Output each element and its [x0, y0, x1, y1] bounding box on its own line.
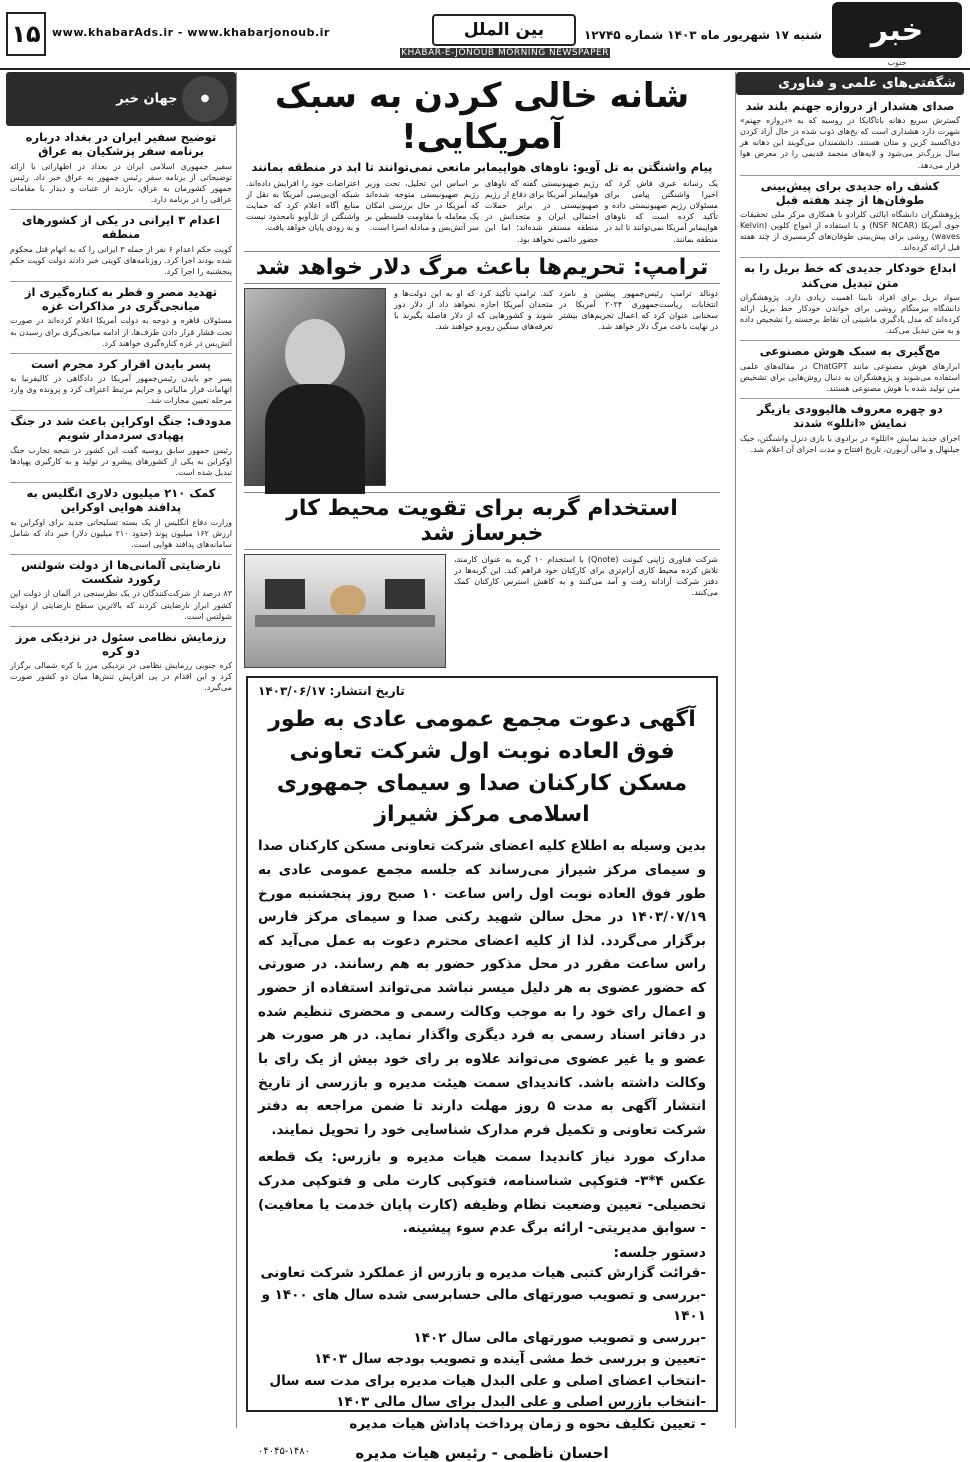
divider	[10, 554, 232, 555]
article-body: رئیس جمهور سابق روسیه گفت این کشور در نتیجه تجارب جنگ اوکراین به یکی از کشورهای پیشرو در تولید و به کارگیری پهپادها تبدیل شده است.	[10, 445, 232, 477]
story-column: کند. ترامپ تأکید کرد که او به این دولت‌ها و متحدان آمریکا اجازه نخواهد داد از دلار دور شوند و کشورهایی که از دلار فاصله بگیرند با تعرفه‌های سنگین روبرو خواهند شد.	[394, 288, 553, 332]
divider	[10, 626, 232, 627]
notice-body: بدین وسیله به اطلاع کلیه اعضای شرکت تعاونی مسکن کارکنان صدا و سیمای مرکز شیراز می‌رساند که جلسه مجمع عمومی عادی به طور فوق العاده نوبت اول راس ساعت ۱۰ صبح روز پنجشنبه مورخ ۱۴۰۳/۰۷/۱۹ در محل سالن شهید رکنی صدا و سیمای مرکز فارس برگزار می‌گردد. لذا از کلیه اعضای محترم دعوت به عمل می‌آید که راس ساعت مقرر در محل مذکور حضور به هم رسانند. در صورتی که حضور عضوی به هر دلیل میسر نباشد می‌تواند استفاده از حضور و اعمال رای خود را به موجب وکالت رسمی و محضری تنظیم شده در دفاتر اسناد رسمی به فرد دیگری واگذار نماید. در هر صورت هر عضو و یا غیر عضوی می‌تواند علاوه بر رای خود بیش از یک رای با وکالت داشته باشد. کاندیدای سمت هیئت مدیره و بازرسی از تاریخ انتشار آگهی به مدت ۵ روز مهلت دارند تا ضمن مراجعه به دفتر شرکت تعاونی و تکمیل فرم مدارک شناسایی خود را تحویل نمایند.	[258, 838, 706, 1138]
notice-date: تاریخ انتشار: ۱۴۰۳/۰۶/۱۷	[258, 683, 405, 698]
article	[740, 99, 960, 171]
trump-text	[394, 288, 718, 486]
article-body: پژوهشگران دانشگاه ایالتی کلرادو با همکاری مرکز ملی تحقیقات جوی آمریکا (NSF NCAR) و با استفاده از امواج کلوین (Kelvin waves) روشی برای پیش‌بینی طوفان‌های گرمسیری از چند هفته قبل ارائه کرده‌اند.	[740, 210, 960, 253]
article-body: کویت حکم اعدام ۶ نفر از جمله ۳ ایرانی را که به اتهام قتل محکوم شده بودند اجرا کرد. روزنامه‌های کویتی خبر دادند دولت کویت حکم پنجشنبه را اجرا کرد.	[10, 244, 232, 276]
website-urls[interactable]: www.khabarAds.ir - www.khabarjonoub.ir	[52, 26, 330, 39]
article	[10, 285, 232, 349]
article-title: کمک ۲۱۰ میلیون دلاری انگلیس به پدافند هوایی اوکراین	[26, 485, 216, 515]
science-column	[735, 72, 964, 1428]
article-body: مسئولان قاهره و دوحه به دولت آمریکا اعلام کرده‌اند در صورت تحت فشار قرار دادن طرف‌ها، از ادامه میانجی‌گری برای رسیدن به آتش‌بس در غزه کناره‌گیری خواهند کرد.	[10, 316, 232, 348]
article-body: وزارت دفاع انگلیس از یک بسته تسلیحاتی جدید برای اوکراین به ارزش ۱۶۲ میلیون پوند (حدود ۲۱۰ میلیون دلار) خبر داد که شامل سامانه‌های پدافند هوایی است.	[10, 517, 233, 549]
divider	[10, 353, 232, 354]
world-news-band	[6, 72, 236, 126]
meeting-notice	[246, 676, 718, 1462]
trump-photo	[244, 288, 386, 486]
article-title: ابداع خودکار جدیدی که خط بریل را به متن تبدیل می‌کند	[743, 261, 957, 290]
office-cat-photo	[244, 554, 446, 668]
article-body: گسترش سریع دهانه باتاگایکا در روسیه که به «دروازه جهنم» شهرت دارد هشداری است که یخ‌های ذوب شده در حال آزاد کردن دی‌اکسید کربن و متان هستند. دانشمندان می‌گویند این دهانه هر سال بزرگ‌تر می‌شود و لایه‌های منجمد قدیمی را در معرض هوا قرار می‌دهد.	[740, 116, 960, 170]
article-body: ابزارهای هوش مصنوعی مانند ChatGPT در مقاله‌های علمی استفاده می‌شوند و پژوهشگران به دنبال روش‌هایی برای تشخیص متن تولید شده با هوش مصنوعی هستند.	[740, 361, 960, 393]
cat-shape	[330, 585, 366, 617]
world-news-label: جهان خبر	[116, 91, 178, 107]
divider	[740, 398, 960, 399]
main-headline: شانه خالی کردن به سبک آمریکایی!	[274, 76, 690, 157]
divider	[10, 209, 232, 210]
notice-docs: مدارک مورد نیاز کاندیدا سمت هیات مدیره و بازرس: یک قطعه عکس ۴*۳- فتوکپی شناسنامه، فتوکپی کارت ملی و فتوکپی مدرک تحصیلی- تعیین وضعیت نظام وظیفه (کارت پایان خدمت یا معافیت) - سوابق مدیریتی- ارائه برگ عدم سوء پیشینه.	[258, 1149, 706, 1237]
main-subhead: پیام واشنگتن به تل آویو: ناوهای هواپیمابر مانعی نمی‌توانند تا ابد در منطقه بمانند	[251, 159, 713, 174]
article-body: پسر جو بایدن رئیس‌جمهور آمریکا در دادگاهی در کالیفرنیا به اتهامات فرار مالیاتی و جرایم مرتبط اعتراف کرد و پرونده وی وارد مرحله تعیین مجازات شد.	[10, 373, 232, 405]
desk-shape	[255, 615, 435, 627]
article-body: سفیر جمهوری اسلامی ایران در بغداد در اظهاراتی با ارائه توضیحاتی از برنامه سفر رئیس جمهور به عراق خبر داد. رئیس جمهور کشورمان به عراق، بازدید از عتبات و دیدار با مقامات عراقی را در برنامه دارد.	[10, 161, 232, 204]
story-column: رژیم صهیونیستی گفته که ناوهای هواپیمابر آمریکا برای دفاع از رژیم صهیونیستی در برابر حملات احتمالی ایران و متحدانش در منطقه مستقر شده‌اند؛ اما این حضور دائمی نخواهد بود.	[485, 178, 599, 244]
divider	[10, 281, 232, 282]
article-title: صدای هشدار از دروازه جهنم بلند شد	[745, 99, 955, 113]
agenda-item: -تعیین و بررسی خط مشی آینده و تصویب بودجه سال ۱۴۰۳	[314, 1351, 706, 1368]
person-head-shape	[285, 319, 345, 389]
story-column: بر اساس این تحلیل، تحت وزیر رژیم صهیونیستی متوجه شده‌اند که آمریکا در حال بررسی امکان یک معامله با مقاومت فلسطین بر سر آتش‌بس و مبادله اسرا است.	[365, 178, 479, 233]
agenda-title: دستور جلسه:	[613, 1244, 706, 1261]
divider	[10, 482, 232, 483]
agenda-item: -بررسی و تصویب صورتهای مالی حسابرسی شده سال های ۱۴۰۰ و ۱۴۰۱	[261, 1286, 706, 1325]
page-number: ۱۵	[6, 12, 46, 56]
monitor-shape	[385, 579, 425, 609]
article-title: مچ‌گیری به سبک هوش مصنوعی	[759, 344, 941, 359]
article-title: پسر بایدن اقرار کرد مجرم است	[31, 356, 211, 371]
article-title: تهدید مصر و قطر به کناره‌گیری از میانجی‌گری در مذاکرات غزه	[24, 284, 218, 314]
masthead	[0, 0, 970, 70]
world-news-column	[6, 72, 237, 1428]
article	[10, 357, 232, 406]
article	[10, 414, 232, 478]
lead-story	[246, 178, 718, 245]
cat-text	[454, 554, 718, 668]
article	[740, 179, 960, 254]
notice-title: آگهی دعوت مجمع عمومی عادی به طور فوق العاده نوبت اول شرکت تعاونی مسکن کارکنان صدا و سیمای جمهوری اسلامی مرکز شیراز	[268, 706, 696, 828]
article	[10, 486, 232, 550]
trump-story	[244, 288, 720, 486]
newspaper-logo: خبر	[832, 2, 962, 58]
article	[10, 630, 232, 694]
notice-code: ۰۴۰۴۵-۱۴۸۰	[258, 1445, 310, 1457]
divider	[10, 410, 232, 411]
article	[740, 344, 960, 393]
article-title: کشف راه جدیدی برای پیش‌بینی طوفان‌ها از چند هفته قبل	[760, 178, 940, 207]
article	[740, 402, 960, 455]
globe-icon: ●	[182, 76, 228, 122]
notice-signature: احسان ناظمی - رئیس هیات مدیره	[355, 1443, 609, 1462]
article-title: نارضایتی آلمانی‌ها از دولت شولتس رکورد شکست	[21, 557, 221, 587]
agenda-item: -انتخاب اعضای اصلی و علی البدل هیات مدیره برای مدت سه سال	[269, 1372, 706, 1389]
section-title: بین الملل	[432, 14, 576, 46]
article-title: توضیح سفیر ایران در بغداد درباره برنامه سفر پزشکیان به عراق	[25, 130, 217, 159]
science-band: شگفتی‌های علمی و فناوری	[736, 72, 964, 95]
story-column: اعتراضات خود را افزایش داده‌اند. شبکه آی‌بی‌سی آمریکا به نقل از منابع آگاه اعلام کرد که حمایت واشنگتن از تل‌آویو نامحدود نیست و به زودی پایان خواهد یافت.	[246, 178, 360, 233]
article-body: ۸۳ درصد از شرکت‌کنندگان در یک نظرسنجی در آلمان از دولت این کشور ابراز نارضایتی کردند که بالاترین سطح نارضایتی از دولت شولتس است.	[10, 589, 232, 621]
story-column: شرکت فناوری ژاپنی کیونت (Qnote) با استخدام ۱۰ گربه به عنوان کارمند، تلاش کرده محیط کاری آرام‌تری برای کارکنان خود فراهم کند. این گربه‌ها در دفتر شرکت آزادانه رفت و آمد می‌کنند و به کاهش استرس کارکنان کمک می‌کنند.	[454, 554, 718, 598]
article	[10, 130, 232, 205]
agenda-item: - تعیین تکلیف نحوه و زمان پرداخت پاداش هیات مدیره	[349, 1416, 706, 1433]
story-column: دونالد ترامپ رئیس‌جمهور پیشین و نامزد انتخابات ریاست‌جمهوری ۲۰۲۴ آمریکا در سخنانی عنوان کرد که اعمال تحریم‌های بیشتر در نهایت باعث مرگ دلار خواهد شد.	[559, 288, 718, 332]
agenda-item: -بررسی و تصویب صورتهای مالی سال ۱۴۰۲	[413, 1329, 706, 1346]
agenda-item: -انتخاب بازرس اصلی و علی البدل برای سال مالی ۱۴۰۳	[336, 1394, 706, 1411]
article	[10, 558, 232, 622]
divider	[740, 340, 960, 341]
cat-story	[244, 554, 720, 668]
divider	[740, 257, 960, 258]
dateline: شنبه ۱۷ شهریور ماه ۱۴۰۳ شماره ۱۲۷۴۵	[583, 28, 822, 42]
main-column	[244, 72, 720, 1462]
story-column: یک رسانه عبری فاش کرد که اخیرا واشنگتن پیامی برای مسئولان رژیم صهیونیستی داده و تأکید کرده است که ناوهای هواپیمابر آمریکا نمی‌توانند تا ابد در منطقه بمانند.	[604, 178, 718, 244]
trump-headline: ترامپ: تحریم‌ها باعث مرگ دلار خواهد شد	[244, 251, 720, 284]
agenda-item: -قرائت گزارش کتبی هیات مدیره و بازرس از عملکرد شرکت تعاونی	[260, 1264, 706, 1281]
monitor-shape	[265, 579, 305, 609]
article-body: سواد بریل برای افراد نابینا اهمیت زیادی دارد. پژوهشگران دانشگاه بیرمنگام روشی برای خواندن خودکار خط بریل ارائه کرده‌اند که مدل یادگیری ماشینی آن نقاط برجسته را تشخیص داده و به متن تبدیل می‌کند.	[740, 293, 960, 336]
article-body: کره جنوبی رزمایش نظامی در نزدیکی مرز با کره شمالی برگزار کرد و این اقدام در پی افزایش تنش‌ها میان دو کشور صورت می‌گیرد.	[10, 661, 232, 693]
article	[10, 213, 232, 277]
cat-headline: استخدام گربه برای تقویت محیط کار خبرساز شد	[244, 492, 720, 550]
article-title: مدودف: جنگ اوکراین باعث شد در جنگ پهپادی سردمدار شویم	[10, 414, 232, 443]
person-torso-shape	[265, 384, 365, 494]
divider	[740, 175, 960, 176]
logo-subtitle: جنوب	[887, 58, 907, 67]
article-body: اجرای جدید نمایش «اتللو» در برادوی با بازی دنزل واشنگتن، جیک جیلنهال و مالی آزبورن، تاریخ افتتاح و مدت اجرای آن اعلام شد.	[740, 433, 960, 454]
article	[740, 261, 960, 336]
article-title: دو چهره معروف هالیوودی بازیگر نمایش «اتللو» شدند	[757, 401, 943, 431]
article-title: اعدام ۳ ایرانی در یکی از کشورهای منطقه	[22, 212, 220, 242]
article-title: رزمایش نظامی سئول در نزدیکی مرز دو کره	[15, 629, 227, 658]
english-name: KHABAR-E-JONOUB MORNING NEWSPAPER	[401, 48, 609, 58]
